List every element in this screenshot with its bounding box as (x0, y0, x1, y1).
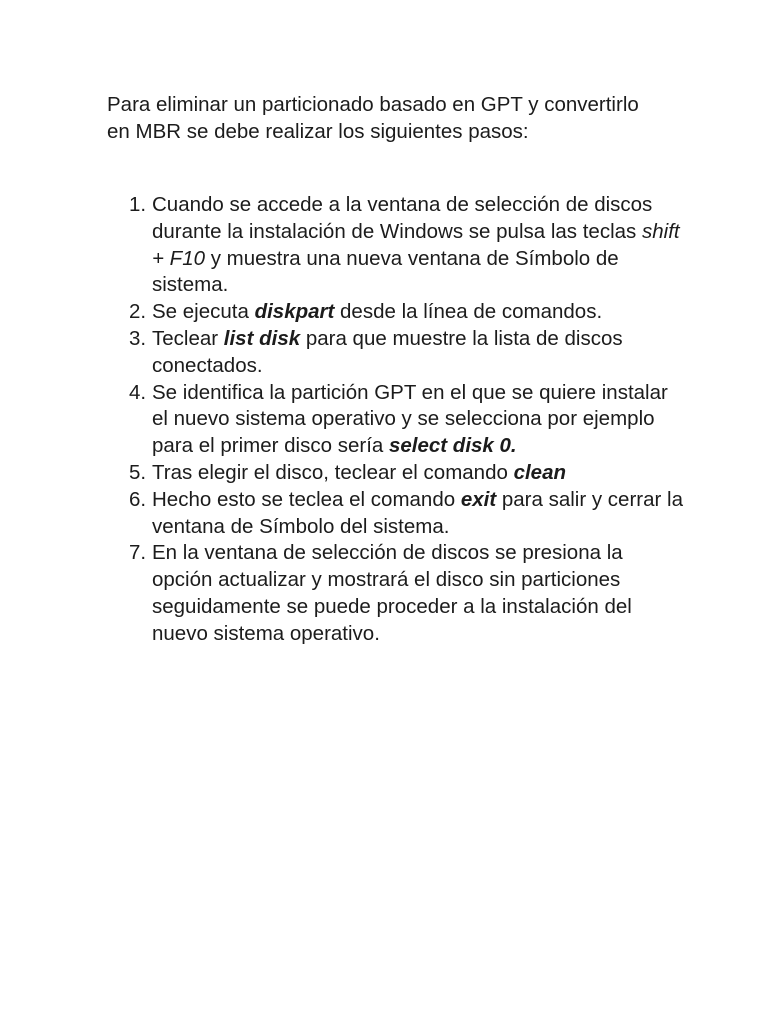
step-text: para salir y cerrar la ventana de Símbolo del sistema. (152, 487, 683, 538)
step-text: Cuando se accede a la ventana de selección de discos durante la instalación de Windows se pulsa las teclas (152, 193, 653, 243)
command-text: diskpart (254, 300, 335, 324)
step-number: 1. (129, 193, 147, 216)
intro-paragraph: Para eliminar un particionado basado en GPT y convertirlo en MBR se debe realizar los siguientes pasos: (107, 93, 639, 143)
step-text: Se ejecuta (152, 300, 255, 324)
command-text: select disk 0. (388, 434, 517, 458)
step-number: 7. (129, 541, 147, 565)
step-item (107, 192, 687, 299)
step-text: para que muestre la lista de discos conectados. (152, 326, 623, 377)
step-text: desde la línea de comandos. (334, 300, 603, 324)
command-text: list disk (223, 326, 301, 350)
step-number: 6. (129, 487, 147, 511)
step-text: Se identifica la partición GPT en el que se quiere instalar el nuevo sistema operativo y se selecciona por ejemplo para el primer disco sería (152, 380, 668, 458)
step-text: Hecho esto se teclea el comando (152, 487, 461, 511)
step-item (107, 299, 687, 326)
steps-list (107, 192, 687, 648)
step-text: y muestra una nueva ventana de Símbolo de sistema. (152, 246, 619, 297)
step-text: Teclear (152, 326, 224, 350)
step-item (107, 487, 687, 541)
step-item (107, 380, 687, 460)
step-number: 3. (129, 326, 147, 350)
step-item (107, 540, 687, 647)
step-text: En la ventana de selección de discos se presiona la opción actualizar y mostrará el disco sin particiones seguidamente se puede proceder a la instalación del nuevo sistema operativo. (152, 541, 632, 645)
key-shortcut-text: shift + F10 (152, 219, 680, 270)
command-text: exit (460, 487, 497, 511)
step-item (107, 326, 687, 380)
step-item (107, 460, 687, 487)
step-text: Tras elegir el disco, teclear el comando (152, 460, 514, 484)
step-number: 5. (129, 460, 147, 484)
step-number: 4. (129, 380, 147, 404)
step-number: 2. (129, 300, 147, 324)
command-text: clean (513, 460, 566, 484)
